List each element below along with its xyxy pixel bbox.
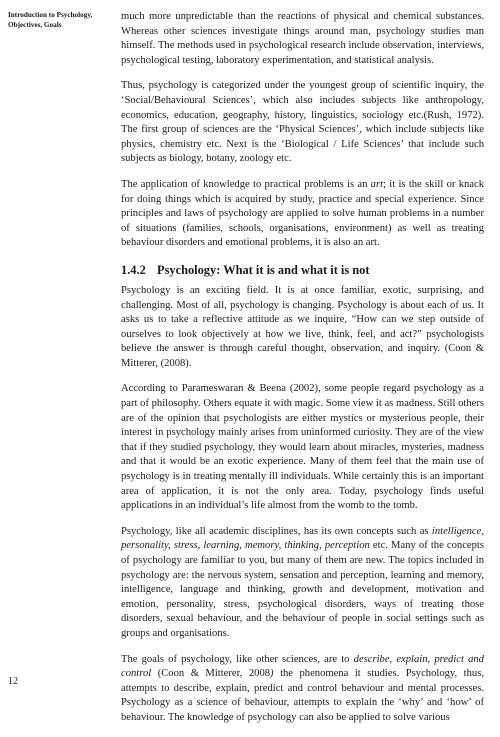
paragraph-views: According to Parameswaran & Beena (2002), some people regard psychology as a part of philosophy. Others equate it with magic. Some view it as madness. Still others are of the opinion that psychologists are either mystics or mysterious people, their interest in psychology mainly arises from uninformed curiosity. They are of the view that if they studied psychology, they would learn about miracles, mysteries, madness and that it would be an exotic experience. Many of them feel that the main use of psychology is in treating mentally ill individuals. While certainly this is an important area of application, it is not the only area. Today, psychology finds useful applications in an individual’s life almost from the womb to the tomb.: [121, 383, 484, 512]
emphasis-paren: ): [270, 668, 274, 680]
text-run: the phenomena it studies. Psychology, thus, attempts to describe, explain, predict and control behaviour and mental processes. Psychology as a science of behaviour, attempts to explain the ‘why’ and ‘how’ of behaviour. The knowledge of psychology can also be applied to solve various: [121, 668, 484, 723]
text-run: The application of knowledge to practical problems is an: [121, 178, 371, 190]
paragraph-art: [121, 178, 484, 251]
paragraph-methods: much more unpredictable than the reactions of physical and chemical substances. Whereas other sciences investigate things around man, psychology studies man himself. The methods used in psychological research include observation, interviews, psychological testing, laboratory experimentation, and statistical analysis.: [121, 11, 484, 66]
page-number: 12: [8, 676, 18, 687]
body-text: [121, 10, 484, 737]
emphasis-art: art: [370, 178, 384, 190]
running-header-line-1: Introduction to Psychology,: [8, 11, 93, 19]
paragraph-concepts: [121, 525, 484, 642]
running-header: [8, 10, 112, 30]
paragraph-categories: Thus, psychology is categorized under the youngest group of scientific inquiry, the ‘Social/Behavioural Sciences’, which also includes subjects like anthropology, economics, education, geography, history, linguistics, sociology etc.(Rush, 1972). The first group of sciences are the ‘Physical Sciences’, which include subjects like physics, chemistry etc. Next is the ‘Biological / Life Sciences’ that include such subjects as biology, botany, zoology etc.: [121, 80, 484, 165]
text-run: (Coon & Mitterer, 2008: [151, 668, 271, 680]
section-heading: [121, 262, 484, 278]
section-number: 1.4.2: [121, 262, 146, 277]
paragraph-exciting-field: Psychology is an exciting field. It is at once familiar, exotic, surprising, and challenging. Most of all, psychology is changing. Psychology is about each of us. It asks us to take a reflective attitude as we inquire, “How can we step outside of ourselves to look objectively at how we live, think, feel, and act?” psychologists believe the answer is through careful thought, observation, and inquiry. (Coon & Mitterer, (2008).: [121, 284, 484, 369]
paragraph-goals: [121, 653, 484, 726]
emphasis-concepts: intelligence, personality, stress, learning, memory, thinking, perception: [121, 525, 484, 552]
emphasis-goals: describe, explain, predict and control: [121, 653, 484, 680]
running-header-line-2: Objectives, Goals: [8, 21, 62, 29]
text-run: etc. Many of the concepts of psychology are familiar to you, but many of them are new. The topics included in psychology are: the nervous system, sensation and perception, learning and memory, intelligence, language and thinking, growth and development, motivation and emotion, personality, stress, psychological disorders, ways of treating those disorders, sexual behaviour, and the behaviour of people in social settings such as groups and organisations.: [121, 540, 484, 639]
text-run: Psychology, like all academic disciplines, has its own concepts such as: [121, 525, 432, 537]
text-run: ; it is the skill or knack for doing things which is acquired by study, practice and special experience. Since principles and laws of psychology are applied to solve human problems in a number of situations (families, schools, organisations, environment) as well as treating behaviour disorders and emotional problems, it is also an art.: [121, 178, 485, 249]
text-run: The goals of psychology, like other sciences, are to: [121, 653, 354, 665]
section-title: Psychology: What it is and what it is not: [157, 262, 370, 277]
